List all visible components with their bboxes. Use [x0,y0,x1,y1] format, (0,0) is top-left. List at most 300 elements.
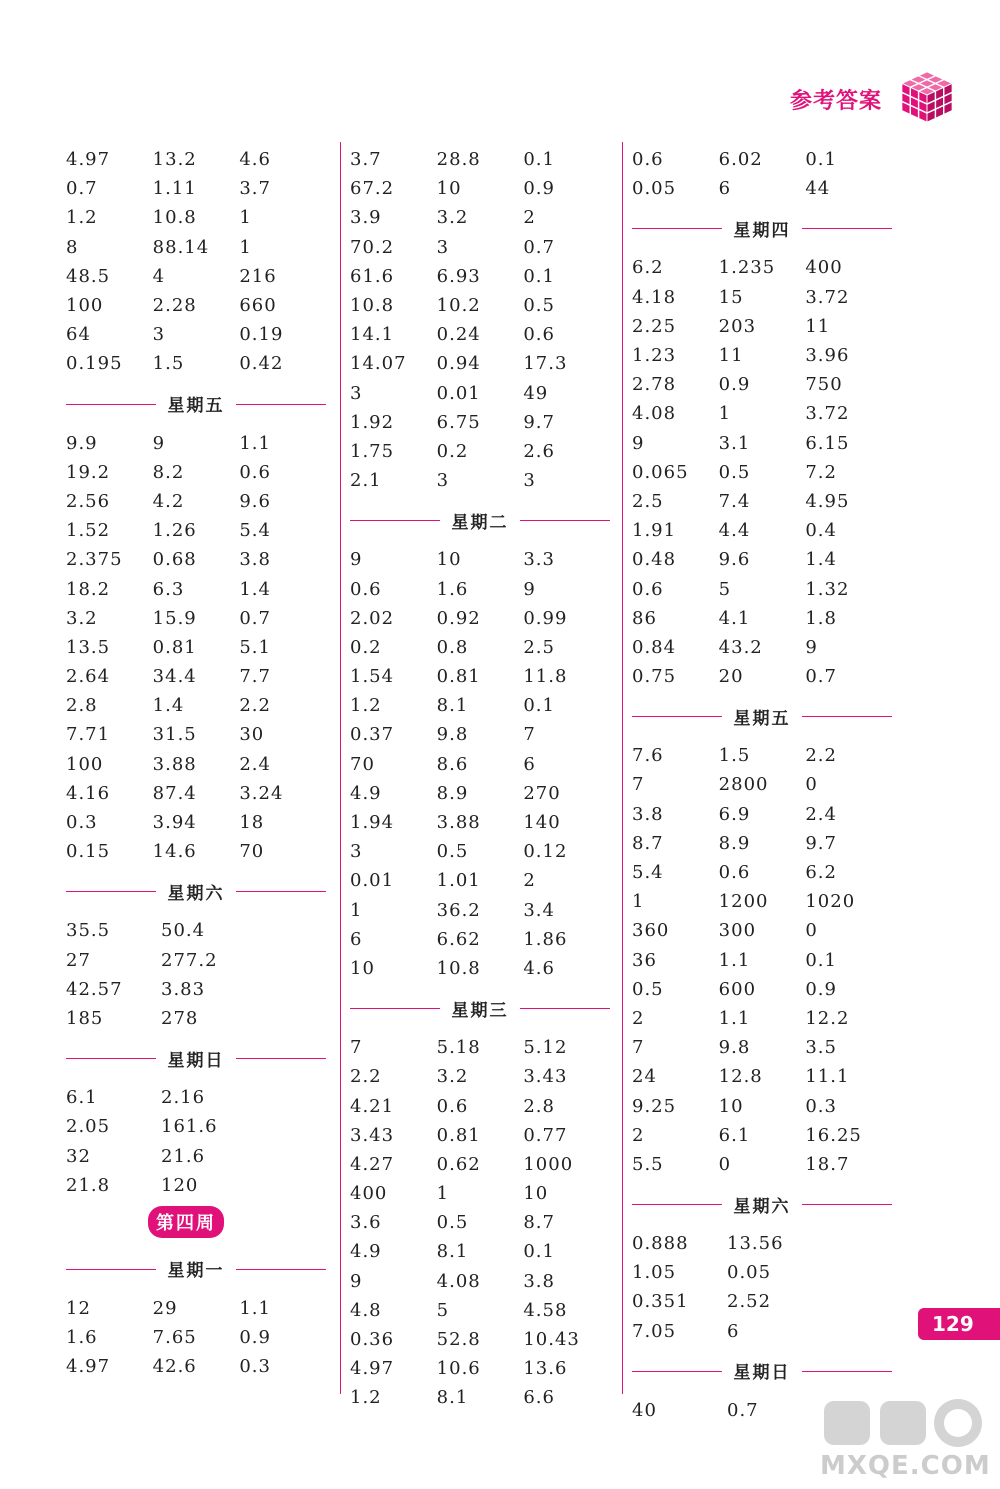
answer-value: 2.25 [632,315,677,337]
answer-value: 30 [239,724,265,746]
answer-group [350,145,610,495]
answer-row [350,1208,610,1237]
answer-group [350,1033,610,1412]
answer-row [350,662,610,691]
answer-value: 42.6 [152,1356,197,1378]
answer-row [632,1004,892,1033]
answer-value: 1.32 [805,578,850,600]
answer-value: 15 [718,286,744,308]
answer-value: 4.16 [66,782,111,804]
answer-value: 4.9 [350,782,382,804]
answer-value: 0.6 [239,461,271,483]
answer-value: 6.02 [718,149,763,171]
answer-value: 1.75 [350,440,395,462]
answer-value: 0.5 [523,295,555,317]
answer-value: 14.6 [152,841,197,863]
answer-value: 19.2 [66,461,111,483]
answer-row [66,1352,326,1381]
answer-value: 10.8 [350,295,395,317]
answer-value: 10 [718,1095,744,1117]
answer-row [350,750,610,779]
answer-value: 1.05 [632,1262,677,1284]
answer-row [632,1062,892,1091]
answer-value: 13.6 [523,1358,568,1380]
answer-value: 0.3 [805,1095,837,1117]
answer-row [350,1354,610,1383]
answer-value: 1.01 [436,870,481,892]
day-label: 星期一 [167,1261,225,1282]
answer-value: 13.2 [152,149,197,171]
answer-column-2 [350,145,610,1413]
answer-value: 4.1 [718,607,751,629]
answer-value: 2.2 [239,695,271,717]
answer-row [350,408,610,437]
answer-value: 2.8 [66,695,98,717]
answer-value: 3 [152,324,166,346]
answer-value: 0.7 [66,178,98,200]
answer-row [66,174,326,203]
answer-value: 36.2 [436,899,481,921]
answer-row [632,312,892,341]
answer-value: 5.5 [632,1153,664,1175]
answer-value: 1.2 [350,1387,382,1409]
answer-value: 20 [718,666,744,688]
answer-value: 28.8 [436,149,481,171]
answer-value: 86 [632,607,657,629]
answer-value: 3.2 [436,1066,469,1088]
day-section-header [66,866,326,916]
answer-value: 0.9 [523,178,555,200]
answer-value: 4.18 [632,286,677,308]
answer-value: 9.6 [718,549,751,571]
answer-value: 7.7 [239,666,271,688]
week-label: 第四周 [148,1206,224,1238]
answer-value: 9.25 [632,1095,677,1117]
answer-value: 7 [632,774,645,796]
week-badge [66,1200,326,1244]
answer-value: 70.2 [350,236,395,258]
answer-value: 1020 [805,891,856,913]
answer-value: 7.65 [152,1327,197,1349]
answer-value: 1.23 [632,345,677,367]
answer-value: 4.58 [523,1299,568,1321]
answer-value: 3.8 [523,1270,555,1292]
answer-value: 16.25 [805,1124,862,1146]
answer-value: 5.18 [436,1037,481,1059]
answer-value: 120 [161,1174,199,1196]
answer-row [632,1091,892,1120]
answer-row [632,145,892,174]
answer-value: 1.6 [66,1327,98,1349]
answer-row [66,808,326,837]
day-label: 星期四 [733,220,791,241]
answer-value: 9.8 [436,724,469,746]
answer-value: 0.1 [523,695,555,717]
answer-row [350,349,610,378]
answer-value: 660 [239,295,277,317]
answer-row [350,1062,610,1091]
answer-row [66,1141,326,1170]
answer-value: 1200 [718,891,769,913]
answer-row [66,574,326,603]
answer-row [350,203,610,232]
answer-row [350,1121,610,1150]
answer-value: 44 [805,178,831,200]
answer-value: 18 [239,812,265,834]
day-section-header [66,379,326,429]
answer-row [66,837,326,866]
answer-value: 3.72 [805,286,850,308]
answer-row [66,975,326,1004]
answer-value: 5 [718,578,732,600]
answer-value: 3.8 [632,803,664,825]
page-number: 129 [918,1308,1000,1340]
answer-value: 7 [632,1037,645,1059]
answer-row [66,1112,326,1141]
answer-row [632,399,892,428]
answer-value: 4.4 [718,520,751,542]
answer-value: 1.86 [523,928,568,950]
answer-row [632,458,892,487]
answer-row [66,545,326,574]
answer-row [350,1091,610,1120]
answer-row [632,770,892,799]
answer-value: 0.9 [718,374,751,396]
answer-value: 1 [239,236,252,258]
watermark-url: MXQE.COM [820,1451,991,1481]
answer-value: 6 [350,928,363,950]
answer-value: 7.4 [718,490,751,512]
answer-value: 0.7 [727,1399,759,1421]
answer-value: 0.351 [632,1291,689,1313]
answer-row [350,604,610,633]
answer-value: 10 [523,1183,549,1205]
answer-group [632,145,892,203]
answer-value: 0.6 [632,149,664,171]
day-label: 星期六 [733,1196,791,1217]
answer-value: 5.4 [632,862,664,884]
answer-value: 0.1 [523,149,555,171]
answer-value: 6.1 [66,1087,98,1109]
answer-value: 50.4 [161,920,206,942]
answer-value: 6.75 [436,411,481,433]
answer-value: 4.6 [239,149,271,171]
answer-value: 0.888 [632,1233,689,1255]
answer-value: 32 [66,1145,91,1167]
answer-value: 0.3 [66,812,98,834]
answer-value: 0.5 [436,1212,469,1234]
answer-value: 6.9 [718,803,751,825]
answer-value: 35.5 [66,920,111,942]
answer-value: 4 [152,265,166,287]
answer-value: 0.8 [436,636,469,658]
answer-value: 29 [152,1297,178,1319]
answer-group [66,916,326,1033]
answer-value: 278 [161,1007,199,1029]
answer-value: 6 [718,178,732,200]
answer-value: 100 [66,295,104,317]
answer-value: 4.97 [66,1356,111,1378]
answer-value: 0.4 [805,520,837,542]
answer-value: 21.6 [161,1145,206,1167]
answer-value: 3.94 [152,812,197,834]
answer-value: 43.2 [718,636,763,658]
answer-value: 3 [350,841,363,863]
answer-row [66,662,326,691]
answer-row [66,1083,326,1112]
answer-row [66,946,326,975]
answer-value: 42.57 [66,978,123,1000]
answer-value: 2.56 [66,490,111,512]
answer-value: 10.43 [523,1329,580,1351]
answer-value: 6.93 [436,265,481,287]
answer-value: 216 [239,265,277,287]
answer-row [66,516,326,545]
answer-value: 0.1 [805,949,837,971]
day-label: 星期日 [167,1050,225,1071]
answer-value: 7.6 [632,745,664,767]
answer-value: 11 [805,315,831,337]
answer-value: 6.6 [523,1387,555,1409]
answer-group [632,1229,892,1346]
answer-value: 1 [718,403,732,425]
answer-value: 0.62 [436,1153,481,1175]
answer-value: 1.94 [350,812,395,834]
answer-row [632,1287,892,1316]
answer-row [632,545,892,574]
answer-value: 0.75 [632,666,677,688]
answer-value: 8 [66,236,79,258]
answer-value: 9.6 [239,490,271,512]
answer-row [632,1229,892,1258]
answer-row [632,429,892,458]
answer-value: 3.43 [350,1124,395,1146]
answer-row [350,1267,610,1296]
answer-value: 34.4 [152,666,197,688]
answer-value: 0.15 [66,841,111,863]
answer-row [350,633,610,662]
answer-value: 6.2 [805,862,837,884]
answer-row [66,1294,326,1323]
answer-value: 0.6 [632,578,664,600]
answer-key-title: 参考答案 [790,89,883,114]
answer-value: 1.1 [239,432,271,454]
answer-row [632,516,892,545]
answer-value: 6 [523,753,536,775]
answer-value: 1.11 [152,178,197,200]
answer-value: 7 [350,1037,363,1059]
answer-value: 8.1 [436,1387,469,1409]
answer-value: 4.9 [350,1241,382,1263]
answer-value: 12.2 [805,1007,850,1029]
answer-value: 4.08 [632,403,677,425]
answer-value: 400 [805,257,843,279]
answer-value: 0.7 [523,236,555,258]
answer-value: 8.1 [436,695,469,717]
answer-row [350,954,610,983]
answer-value: 67.2 [350,178,395,200]
answer-value: 2.2 [350,1066,382,1088]
answer-row [632,741,892,770]
answer-value: 400 [350,1183,388,1205]
answer-value: 0.81 [152,636,197,658]
answer-column-1 [66,145,326,1381]
answer-row [632,800,892,829]
rubiks-cube-icon [898,68,956,126]
answer-row [66,750,326,779]
answer-value: 13.56 [727,1233,784,1255]
answer-value: 64 [66,324,91,346]
answer-value: 3.43 [523,1066,568,1088]
day-section-header [632,1346,892,1396]
answer-value: 0.9 [239,1327,271,1349]
answer-value: 1 [350,899,363,921]
answer-value: 1.26 [152,520,197,542]
answer-value: 0.7 [239,607,271,629]
answer-row [632,1033,892,1062]
answer-value: 300 [718,920,757,942]
answer-value: 0.7 [805,666,837,688]
answer-row [350,291,610,320]
answer-value: 36 [632,949,657,971]
answer-value: 4.08 [436,1270,481,1292]
answer-row [350,1383,610,1412]
answer-value: 0.6 [436,1095,469,1117]
answer-value: 0.05 [727,1262,772,1284]
answer-group [66,1294,326,1382]
answer-value: 5 [436,1299,450,1321]
day-section-header [632,1179,892,1229]
answer-value: 87.4 [152,782,197,804]
answer-row [350,837,610,866]
answer-key-header [780,78,960,128]
answer-row [350,866,610,895]
answer-row [632,829,892,858]
answer-value: 0.1 [805,149,837,171]
answer-group [66,145,326,379]
answer-value: 0.19 [239,324,284,346]
answer-row [350,1033,610,1062]
answer-value: 0.99 [523,607,568,629]
answer-value: 2.5 [632,490,664,512]
answer-row [66,320,326,349]
answer-row [350,233,610,262]
answer-value: 2 [632,1007,645,1029]
answer-value: 3.7 [350,149,382,171]
answer-value: 0.6 [523,324,555,346]
answer-value: 270 [523,782,561,804]
answer-value: 2.1 [350,470,382,492]
answer-value: 10.8 [152,207,197,229]
answer-value: 0 [805,774,818,796]
answer-value: 6.3 [152,578,185,600]
answer-value: 0.5 [436,841,469,863]
answer-value: 0.68 [152,549,197,571]
answer-value: 0.3 [239,1356,271,1378]
answer-value: 3 [436,470,450,492]
answer-value: 2.6 [523,440,555,462]
answer-value: 0 [805,920,818,942]
column-divider [340,142,341,1394]
day-label: 星期六 [167,883,225,904]
answer-value: 10.2 [436,295,481,317]
answer-value: 2 [523,870,536,892]
answer-value: 3.4 [523,899,555,921]
answer-row [632,1150,892,1179]
answer-value: 1.6 [436,578,469,600]
answer-value: 360 [632,920,670,942]
answer-value: 3.6 [350,1212,382,1234]
answer-value: 0.01 [436,382,481,404]
answer-row [632,283,892,312]
answer-row [350,174,610,203]
answer-value: 48.5 [66,265,111,287]
answer-value: 1.5 [718,745,751,767]
answer-value: 3.88 [152,753,197,775]
day-section-header [632,691,892,741]
answer-value: 40 [632,1399,657,1421]
answer-row [632,1258,892,1287]
answer-value: 10 [350,957,375,979]
answer-value: 2.8 [523,1095,555,1117]
answer-value: 8.6 [436,753,469,775]
answer-value: 6.15 [805,432,850,454]
answer-row [632,662,892,691]
answer-value: 3.2 [436,207,469,229]
day-label: 星期五 [733,708,791,729]
answer-row [632,887,892,916]
answer-value: 1 [436,1183,450,1205]
answer-value: 1.2 [350,695,382,717]
answer-value: 0.1 [523,265,555,287]
answer-value: 4.97 [66,149,111,171]
answer-value: 0.9 [805,978,837,1000]
answer-row [632,1317,892,1346]
answer-value: 10.8 [436,957,481,979]
answer-value: 0.01 [350,870,395,892]
answer-value: 14.07 [350,353,407,375]
answer-row [350,1296,610,1325]
answer-value: 203 [718,315,757,337]
answer-row [350,466,610,495]
answer-value: 0.36 [350,1329,395,1351]
answer-row [66,604,326,633]
answer-value: 5.12 [523,1037,568,1059]
answer-value: 0.5 [718,461,751,483]
answer-row [350,720,610,749]
answer-row [66,291,326,320]
day-section-header [350,495,610,545]
answer-value: 2.78 [632,374,677,396]
answer-row [66,349,326,378]
answer-value: 21.8 [66,1174,111,1196]
answer-value: 3 [523,470,536,492]
answer-row [632,370,892,399]
day-label: 星期五 [167,396,225,416]
answer-value: 0.94 [436,353,481,375]
answer-value: 0.81 [436,1124,481,1146]
answer-value: 1.54 [350,666,395,688]
answer-value: 0.195 [66,353,123,375]
answer-value: 7.2 [805,461,837,483]
answer-value: 0 [718,1153,732,1175]
answer-row [66,691,326,720]
answer-value: 0.6 [350,578,382,600]
answer-value: 6.1 [718,1124,751,1146]
answer-value: 17.3 [523,353,568,375]
answer-value: 9 [632,432,645,454]
answer-value: 12.8 [718,1066,763,1088]
